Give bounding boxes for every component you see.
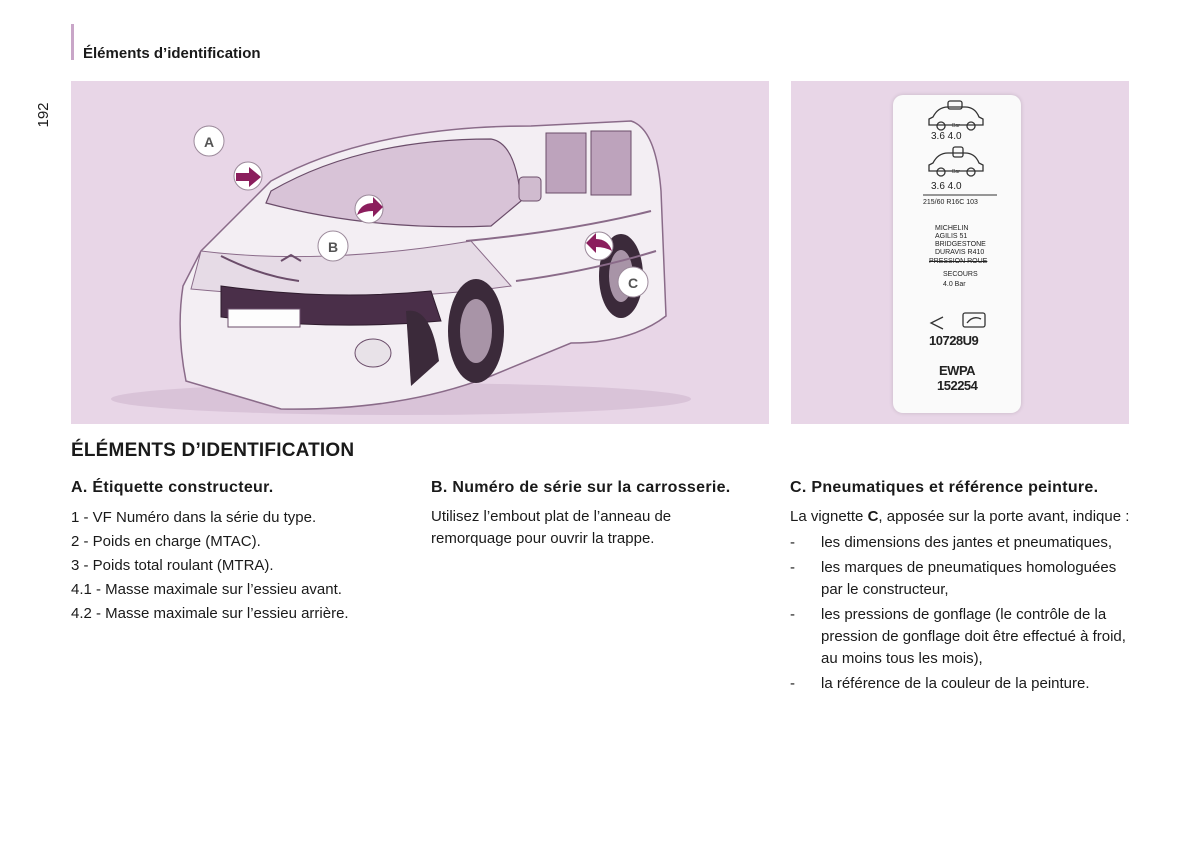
tire-brand-5: PRESSION ROUE: [929, 258, 988, 265]
tire-label-illustration: [791, 81, 1129, 424]
tire-brand-4: DURAVIS R410: [935, 249, 985, 256]
section-a: [71, 477, 411, 626]
callout-c-label: C: [627, 275, 639, 291]
section-a-item-5: 4.2 - Masse maximale sur l’essieu arrière.: [71, 605, 349, 622]
code-line-1: EWPA: [939, 363, 976, 378]
section-a-item-2: 2 - Poids en charge (MTAC).: [71, 533, 261, 550]
section-c-intro-start: La vignette: [790, 508, 868, 525]
van-illustration: [71, 81, 769, 424]
section-b: [431, 477, 731, 550]
svg-text:Bar: Bar: [952, 169, 960, 175]
section-title: ÉLÉMENTS D’IDENTIFICATION: [71, 440, 355, 461]
pressure-row-2: 3.6 4.0: [931, 181, 962, 192]
header-title: Éléments d’identification: [83, 45, 261, 62]
section-b-body: Utilisez l’embout plat de l’anneau de remorquage pour ouvrir la trappe.: [431, 508, 672, 547]
svg-text:Bar: Bar: [952, 123, 960, 129]
tire-pressure-label: [893, 95, 1021, 413]
list-item: - la référence de la couleur de la peinture.: [790, 675, 1090, 692]
tire-brand-2: AGILIS 51: [935, 233, 968, 240]
paint-warning-icon: [931, 313, 985, 329]
spare-label: SECOURS: [943, 271, 978, 278]
pressure-row-1: 3.6 4.0: [931, 131, 962, 142]
section-a-item-3: 3 - Poids total roulant (MTRA).: [71, 557, 274, 574]
tire-size: 215/60 R16C 103: [923, 199, 978, 206]
section-a-heading: A. Étiquette constructeur.: [71, 479, 274, 496]
callout-a-label: A: [203, 134, 215, 150]
callout-b-label: B: [327, 239, 339, 255]
list-item-text: les marques de pneumatiques homologuées par le constructeur,: [821, 559, 1117, 598]
list-item: - les marques de pneumatiques homologuées par le constructeur,: [790, 559, 1117, 598]
section-c-intro-bold: C: [867, 508, 879, 525]
list-item-text: les pressions de gonflage (le contrôle de la pression de gonflage doit être effectué à froid, au moins tous les mois),: [821, 606, 1126, 667]
paint-code: 10728U9: [929, 333, 979, 348]
header-accent-bar: [71, 24, 74, 60]
list-item-text: les dimensions des jantes et pneumatiques,: [821, 534, 1113, 551]
section-c-list: [790, 532, 1135, 695]
spare-pressure: 4.0 Bar: [943, 281, 966, 288]
section-c-heading: C. Pneumatiques et référence peinture.: [790, 479, 1099, 496]
code-line-2: 152254: [937, 378, 978, 393]
tire-brand-3: BRIDGESTONE: [935, 241, 986, 248]
section-c: [790, 477, 1135, 698]
section-a-item-4: 4.1 - Masse maximale sur l’essieu avant.: [71, 581, 342, 598]
list-item: - les dimensions des jantes et pneumatiques,: [790, 534, 1113, 551]
tire-brand-1: MICHELIN: [935, 225, 969, 232]
list-item-text: la référence de la couleur de la peinture.: [821, 675, 1090, 692]
section-a-item-1: 1 - VF Numéro dans la série du type.: [71, 509, 317, 526]
section-c-intro-end: , apposée sur la porte avant, indique :: [878, 508, 1130, 525]
section-c-intro: [790, 506, 1135, 528]
section-b-heading: B. Numéro de série sur la carrosserie.: [431, 479, 731, 496]
list-item: - les pressions de gonflage (le contrôle de la pression de gonflage doit être effectué à froid, au moins tous les mois),: [790, 606, 1126, 667]
page-number: 192: [34, 102, 52, 128]
